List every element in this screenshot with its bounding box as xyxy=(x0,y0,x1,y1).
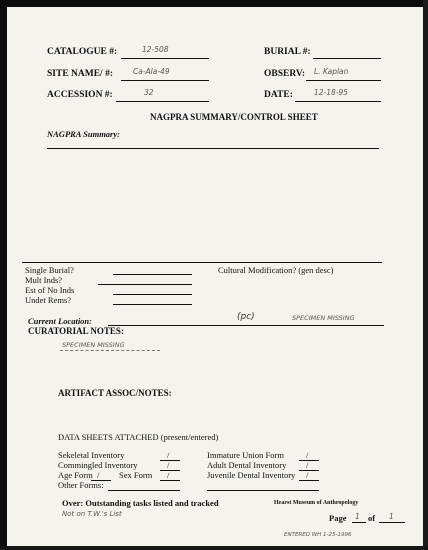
commingled-line xyxy=(160,470,180,471)
undet-rems-line xyxy=(113,304,192,305)
mult-inds-line xyxy=(98,284,192,285)
current-location-value: (pc) xyxy=(237,312,255,322)
undet-rems-label: Undet Rems? xyxy=(25,295,72,305)
single-burial-line xyxy=(113,274,192,275)
immature-label: Immature Union Form xyxy=(207,450,284,460)
current-location-label: Current Location: xyxy=(28,316,92,326)
adult-dental-line xyxy=(299,470,319,471)
other-forms-line xyxy=(108,490,180,491)
of-label: of xyxy=(368,513,376,523)
mult-inds-label: Mult Inds? xyxy=(25,275,63,285)
sex-form-label: Sex Form xyxy=(119,470,153,480)
form-title: NAGPRA SUMMARY/CONTROL SHEET xyxy=(150,112,318,122)
skeletal-slash: / xyxy=(167,450,170,460)
scan-edge-left xyxy=(0,0,7,550)
juvenile-dental-slash: / xyxy=(306,470,309,480)
site-label: SITE NAME/ #: xyxy=(47,69,113,79)
site-value: Ca-Ala-49 xyxy=(133,67,170,76)
est-no-inds-label: Est of No Inds xyxy=(25,285,75,295)
summary-line xyxy=(47,148,379,149)
museum-name: Hearst Museum of Anthropology xyxy=(274,500,359,506)
catalogue-label: CATALOGUE #: xyxy=(47,47,118,57)
single-burial-label: Single Burial? xyxy=(25,265,74,275)
page-total-line xyxy=(379,522,405,523)
over-text: Over: Outstanding tasks listed and tracked xyxy=(62,498,219,508)
observ-line xyxy=(306,80,381,81)
curatorial-note-underline xyxy=(60,350,160,351)
page-num: 1 xyxy=(355,512,360,521)
adult-dental-slash: / xyxy=(306,460,309,470)
age-form-label: Age Form xyxy=(58,470,93,480)
accession-label: ACCESSION #: xyxy=(47,90,113,100)
curatorial-label: CURATORIAL NOTES: xyxy=(28,326,124,336)
adult-dental-label: Adult Dental Inventory xyxy=(207,460,287,470)
site-line xyxy=(121,80,209,81)
age-form-slash: / xyxy=(97,470,100,480)
handwritten-note: Not on T.W.'s List xyxy=(62,510,122,518)
skeletal-line xyxy=(160,460,180,461)
immature-slash: / xyxy=(306,450,309,460)
artifact-label: ARTIFACT ASSOC/NOTES: xyxy=(58,388,172,398)
est-no-inds-line xyxy=(113,294,192,295)
sex-form-line xyxy=(160,480,180,481)
immature-line xyxy=(299,460,319,461)
scan-edge-bottom xyxy=(0,546,428,550)
curatorial-note: SPECIMEN MISSING xyxy=(62,341,125,349)
date-line xyxy=(295,101,381,102)
burial-label: BURIAL #: xyxy=(264,47,311,57)
observ-value: L. Kaplan xyxy=(314,67,349,76)
other-forms-label: Other Forms: xyxy=(58,480,104,490)
current-location-line xyxy=(108,325,384,326)
other-forms-right-line xyxy=(207,490,319,491)
cultural-mod-label: Cultural Modification? (gen desc) xyxy=(218,265,334,275)
page-label: Page xyxy=(329,513,347,523)
date-value: 12-18-95 xyxy=(314,88,349,97)
burial-line xyxy=(313,58,381,59)
commingled-label: Commingled Inventory xyxy=(58,460,138,470)
page-total: 1 xyxy=(389,512,394,521)
catalogue-value: 12-508 xyxy=(142,45,169,54)
commingled-slash: / xyxy=(167,460,170,470)
page-num-line xyxy=(352,522,366,523)
date-label: DATE: xyxy=(264,90,293,100)
juvenile-dental-label: Juvenile Dental Inventory xyxy=(207,470,296,480)
data-sheets-heading: DATA SHEETS ATTACHED (present/entered) xyxy=(58,432,219,442)
scan-edge-right xyxy=(423,0,428,550)
juvenile-dental-line xyxy=(299,480,319,481)
scan-edge-top xyxy=(0,0,428,7)
section-divider-burial xyxy=(22,262,382,263)
sex-form-slash: / xyxy=(167,470,170,480)
accession-value: 32 xyxy=(144,88,154,97)
accession-line xyxy=(116,101,209,102)
catalogue-line xyxy=(121,58,209,59)
entered-note: ENTERED WH 1-25-1996 xyxy=(284,532,352,538)
current-location-note: SPECIMEN MISSING xyxy=(292,314,355,322)
skeletal-label: Sekeletal Inventory xyxy=(58,450,125,460)
summary-label: NAGPRA Summary: xyxy=(47,129,120,139)
observ-label: OBSERV: xyxy=(264,69,306,79)
